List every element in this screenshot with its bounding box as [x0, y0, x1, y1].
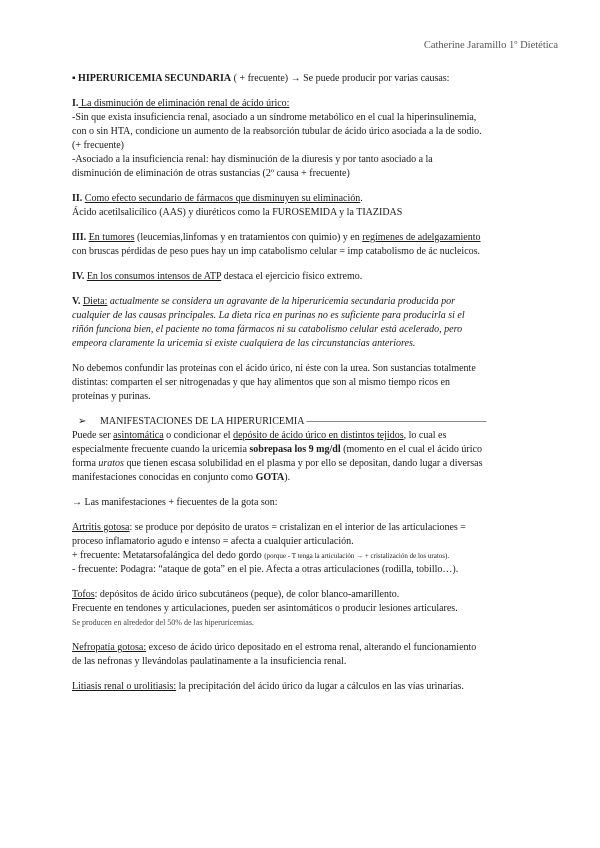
manifest-underlined: asintomática — [113, 430, 164, 441]
litiasis-text: la precipitación del ácido úrico da lugar a cálculos en las vías urinarias. — [176, 681, 464, 692]
manifest-text: forma — [72, 458, 99, 469]
artritis-text: - frecuente: Podagra: “ataque de gota” en el pie. Afecta a otras articulaciones (rodilla, tobillo…). — [72, 564, 459, 575]
cause-1-line: disminución de eliminación de otras sustancias (2º causa + frecuente) — [72, 168, 350, 179]
manifest-bold: GOTA — [255, 472, 285, 483]
note-line: No debemos confundir las proteínas con el ácido úrico, ni éste con la urea. Son sustancias totalmente — [72, 363, 476, 374]
manifest-text: manifestaciones conocidas en conjunto como — [72, 472, 256, 483]
artritis-small-note: (porque - T tenga la articulación → + cristalización de los uratos). — [264, 552, 450, 560]
cause-1-line: -Asociado a la insuficiencia renal: hay disminución de la diuresis y por tanto asociado a la — [72, 154, 433, 165]
cause-3-title-2: regímenes de adelgazamiento — [362, 232, 481, 243]
manifest-text: que tienen escasa solubilidad en el plasma y por ello se depositan, dando lugar a diversas — [123, 458, 483, 469]
cause-5-title: Dieta: — [82, 296, 108, 307]
artritis-text: + frecuente: Metatarsofalángica del dedo gordo — [72, 550, 265, 561]
note-line: distintas: comparten el ser nitrogenadas y que hay alimentos que son al mismo tiempo ricos en — [72, 377, 450, 388]
cause-2 — [72, 192, 534, 220]
cause-1-number: I. — [72, 98, 79, 109]
arrow-icon: ➢ — [78, 416, 87, 427]
manifest-underlined: depósito de ácido úrico en distintos tejidos — [233, 430, 404, 441]
gout-intro: → Las manifestaciones + fiecuentes de la gota son: — [72, 497, 278, 508]
cause-4-title: En los consumos intensos de ATP — [86, 271, 222, 282]
artritis-text: proceso inflamatorio agudo e intenso = afecta a cualquier articulación. — [72, 536, 354, 547]
intro-title: HIPERURICEMIA SECUNDARIA — [78, 73, 232, 84]
cause-1-line: con o sin HTA, condicione un aumento de la reabsorción tubular de ácido úrico asociada a la de sodio. — [72, 126, 482, 137]
cause-5-line: actualmente se considera un agravante de la hiperuricemia secundaria producida por — [107, 296, 456, 307]
cause-1-line: -Sin que exista insuficiencia renal, asociado a un síndrome metabólico en el cual la hiperinsulinemia, — [72, 112, 477, 123]
litiasis-title: Litiasis renal o urolitiasis: — [72, 681, 177, 692]
cause-5-line: empeora claramente la uricemia si existe cualquiera de las circunstancias anteriores. — [72, 338, 416, 349]
cause-5-line: cualquier de las causas principales. La dieta rica en purinas no es suficiente para producirla si el — [72, 310, 465, 321]
cause-5-number: V. — [72, 296, 81, 307]
cause-5 — [72, 295, 534, 351]
tofos-small-note: Se producen en alrededor del 50% de las hiperuricemias. — [72, 618, 254, 627]
tofos-text: : depósitos de ácido úrico subcutáneos (peque), de color blanco-amarillento. — [94, 589, 400, 600]
litiasis-section — [72, 680, 534, 694]
intro-line — [72, 72, 534, 86]
manifest-bold: sobrepasa los 9 mg/dl — [249, 444, 341, 455]
tofos-section — [72, 588, 534, 630]
manifest-text: especialmente frecuente cuando la uricemia — [72, 444, 250, 455]
cause-3-number: III. — [72, 232, 87, 243]
artritis-section — [72, 521, 534, 577]
cause-3-title: En tumores — [88, 232, 135, 243]
cause-1-line: (+ frecuente) — [72, 140, 124, 151]
author-header: Catherine Jaramillo 1º Dietética — [423, 40, 558, 51]
manifest-text: , lo cual es — [403, 430, 447, 441]
tofos-title: Tofos — [72, 589, 95, 600]
cause-4 — [72, 270, 534, 284]
note-line: proteínas y purinas. — [72, 391, 151, 402]
manifestations-section — [72, 415, 534, 485]
cause-3-line: con bruscas pérdidas de peso pues hay un imp catabolismo celular = imp catabolismo de ác nucleicos. — [72, 246, 481, 257]
cause-2-end: . — [360, 193, 363, 204]
cause-3 — [72, 231, 534, 259]
manifest-text: (momento en el cual el ácido úrico — [340, 444, 482, 455]
cause-1-title: La disminución de eliminación renal de ácido úrico: — [78, 98, 290, 109]
nefropatia-title: Nefropatía gotosa: — [72, 642, 147, 653]
cause-3-text: (leucemias,linfomas y en tratamientos con quimio) y en — [134, 232, 363, 243]
nefropatia-text: exceso de ácido úrico depositado en el estroma renal, alterando el funcionamiento — [146, 642, 477, 653]
manifestations-title: MANIFESTACIONES DE LA HIPERURICEMIA —————————————————— — [100, 416, 487, 427]
intro-text: ( + frecuente) → Se puede producir por varias causas: — [231, 73, 450, 84]
cause-2-number: II. — [72, 193, 83, 204]
cause-4-number: IV. — [72, 271, 85, 282]
artritis-text: : se produce por depósito de uratos = cristalizan en el interior de las articulaciones = — [129, 522, 466, 533]
bullet: ▪ — [72, 73, 76, 84]
cause-5-line: riñón funciona bien, el paciente no toma fármacos ni su catabolismo celular está acelerado, pero — [72, 324, 463, 335]
document-body — [72, 72, 534, 705]
cause-2-line: Ácido acetilsalicílico (AAS) y diuréticos como la FUROSEMIDA y la TIAZIDAS — [72, 207, 403, 218]
cause-4-text: destaca el ejercicio físico extremo. — [221, 271, 363, 282]
manifest-text: ). — [284, 472, 291, 483]
note-paragraph — [72, 362, 534, 404]
nefropatia-section — [72, 641, 534, 669]
manifest-text: o condicionar el — [163, 430, 234, 441]
tofos-text: Frecuente en tendones y articulaciones, pueden ser asintomáticos o producir lesiones articulares. — [72, 603, 458, 614]
cause-2-title: Como efecto secundario de fármacos que disminuyen su eliminación — [84, 193, 361, 204]
nefropatia-text: de las nefronas y llevándolas paulatinamente a la insuficiencia renal. — [72, 656, 347, 667]
manifest-italic: uratos — [98, 458, 124, 469]
manifest-text: Puede ser — [72, 430, 114, 441]
cause-1 — [72, 97, 534, 181]
artritis-title: Artritis gotosa — [72, 522, 130, 533]
